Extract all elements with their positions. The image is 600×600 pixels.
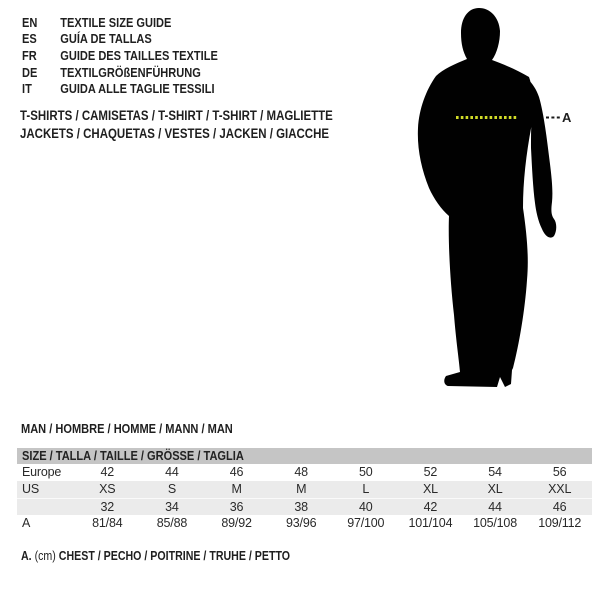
size-value: 101/104 — [408, 516, 453, 530]
size-value: 40 — [359, 500, 373, 514]
language-row — [22, 31, 218, 48]
size-value: 42 — [423, 500, 438, 514]
measurement-footnote — [21, 549, 338, 564]
size-table — [17, 448, 592, 532]
measurement-figure — [408, 4, 580, 390]
language-row — [22, 64, 218, 81]
language-label: TEXTILGRÖßENFÜHRUNG — [60, 64, 201, 80]
category-list — [20, 107, 388, 143]
size-value: 105/108 — [473, 516, 517, 530]
footnote-unit: (cm) — [34, 549, 56, 563]
size-value: 56 — [552, 465, 567, 479]
language-row — [22, 80, 218, 97]
size-value: M — [296, 482, 307, 496]
size-value: M — [231, 482, 242, 496]
table-row-uk — [17, 498, 592, 515]
size-value: S — [167, 482, 176, 496]
size-value: 97/100 — [347, 516, 385, 530]
size-value: 48 — [294, 465, 308, 479]
size-value: 54 — [488, 465, 502, 479]
category-jackets: JACKETS / CHAQUETAS / VESTES / JACKEN / GIACCHE — [20, 126, 330, 141]
language-code: EN — [22, 14, 38, 30]
language-label: TEXTILE SIZE GUIDE — [60, 14, 172, 30]
size-value: 46 — [229, 465, 244, 479]
language-label: GUIDA ALLE TAGLIE TESSILI — [60, 81, 215, 97]
size-value: 93/96 — [286, 516, 317, 530]
size-value: 109/112 — [538, 516, 582, 530]
table-row-a-chest — [17, 515, 592, 532]
language-row — [22, 47, 218, 64]
language-label: GUIDE DES TAILLES TEXTILE — [60, 47, 218, 63]
language-code: ES — [22, 31, 37, 47]
size-value: 36 — [229, 500, 244, 514]
size-value: XL — [422, 482, 438, 496]
size-value: 50 — [359, 465, 373, 479]
language-code: FR — [22, 47, 37, 63]
language-label: GUÍA DE TALLAS — [60, 31, 152, 47]
row-label: US — [22, 482, 39, 496]
size-value: 85/88 — [156, 516, 188, 530]
size-value: 52 — [423, 465, 438, 479]
size-value: 89/92 — [221, 516, 252, 530]
size-value: 46 — [552, 500, 567, 514]
row-label: A — [22, 516, 31, 530]
size-value: 44 — [488, 500, 502, 514]
language-list — [22, 14, 252, 97]
size-table-header-text: SIZE / TALLA / TAILLE / GRÖSSE / TAGLIA — [22, 448, 244, 463]
row-label: Europe — [22, 465, 62, 479]
language-row — [22, 14, 218, 31]
size-value: 81/84 — [92, 516, 123, 530]
size-value: L — [362, 482, 370, 496]
section-heading — [21, 421, 270, 437]
size-table-header — [17, 448, 592, 464]
row-label — [17, 499, 75, 515]
language-code: IT — [22, 81, 32, 97]
size-value: XS — [99, 482, 116, 496]
language-code: DE — [22, 64, 38, 80]
table-row-europe — [17, 464, 592, 481]
size-value: 38 — [294, 500, 308, 514]
size-value: XXL — [548, 482, 572, 496]
size-value: XL — [487, 482, 503, 496]
measure-label-a: A — [562, 110, 572, 125]
category-tshirts: T-SHIRTS / CAMISETAS / T-SHIRT / T-SHIRT / MAGLIETTE — [20, 108, 333, 123]
man-silhouette — [408, 4, 580, 390]
footnote-labels: CHEST / PECHO / POITRINE / TRUHE / PETTO — [58, 549, 291, 563]
section-heading-text: MAN / HOMBRE / HOMME / MANN / MAN — [21, 421, 233, 436]
size-value: 32 — [100, 500, 115, 514]
footnote-text — [21, 549, 290, 564]
footnote-letter: A. — [21, 549, 32, 563]
size-value: 44 — [165, 465, 179, 479]
size-value: 42 — [100, 465, 115, 479]
table-row-us — [17, 481, 592, 498]
size-value: 34 — [165, 500, 179, 514]
man-silhouette-shape — [418, 8, 556, 387]
